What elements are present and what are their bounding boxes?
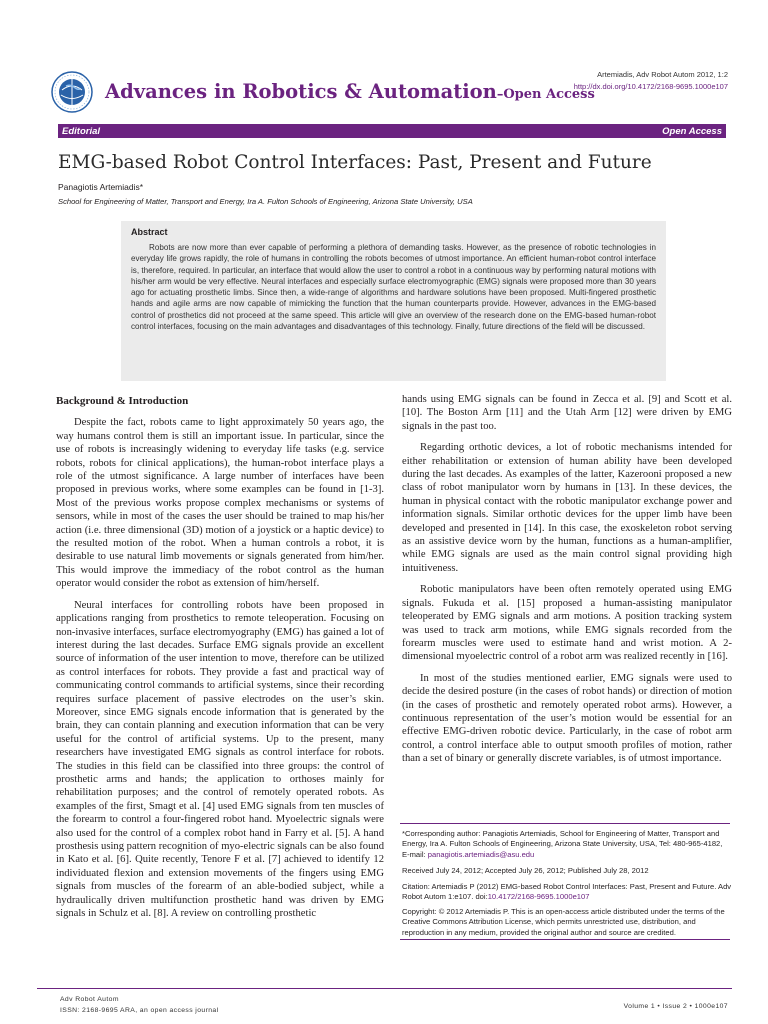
footer-volume: Volume 1 • Issue 2 • 1000e107 (623, 1003, 728, 1010)
citation-doi-link[interactable]: 10.4172/2168-9695.1000e107 (487, 892, 590, 902)
journal-title (105, 80, 595, 103)
corresponding-author-note (402, 829, 732, 860)
open-access-label: Open Access (662, 125, 722, 137)
email-link[interactable]: panagiotis.artemiadis@asu.edu (427, 849, 535, 859)
citation-note (402, 882, 732, 903)
paragraph: Regarding orthotic devices, a lot of robotic mechanisms intended for either rehabilitation or extension of human ability have been developed during the last decades. As examples of the latter, Kazerooni proposed a new class of robot manipulator worn by humans in [13]. In these devices, the human in physical contact with the robotic manipulator exchange power and information signals. Similar orthotic devices for the upper limb have been developed and presented in [14]. In this case, the exoskeleton robot serving as an assistive device worn by the human, functions as a human-amplifier, while EMG signals are used as the main control signal providing high intuitiveness. (402, 442, 732, 574)
footer-divider (37, 988, 732, 989)
journal-logo-icon (50, 70, 94, 114)
header-citation (574, 69, 728, 93)
footer-journal: Adv Robot Autom (60, 996, 119, 1003)
citation-text: Citation: Artemiadis P (2012) EMG-based Robot Control Interfaces: Past, Present and Future. Adv Robot Autom 1:e107. doi: (402, 882, 732, 902)
abstract-heading: Abstract (131, 227, 168, 237)
right-column (402, 393, 732, 774)
citation-short: Artemiadis, Adv Robot Autom 2012, 1:2 (597, 70, 728, 79)
section-bar (58, 124, 726, 138)
footnote-divider (400, 823, 730, 824)
footer-left (60, 994, 219, 1016)
abstract-box (121, 221, 666, 381)
open-access-suffix: –Open Access (496, 87, 595, 102)
paragraph: Neural interfaces for controlling robots have been proposed in applications ranging from prosthetics to remote teleoperation. Focusing on non-invasive interfaces, surface electromyography (EMG) has gained a lot of interest during the last decades. Surface EMG signals provide an excellent source of information of the user intention to move, therefore can be utilized as control interfaces for robots. They provide a fast and practical way of communicating control commands to artificial systems, since their recording requires surface placement of passive electrodes on the user’s skin. Moreover, since EMG signals encode information that is generated by the brain, they can contain planning and execution information that can be very useful for the control of artificial systems. Up to the present, many researchers have investigated EMG signals as control interface for robots. The studies in this field can be classified into three groups: the control of prosthetic arms and hands; the application to orthoses mainly for rehabilitation purposes; and the control of remotely operated robots. As examples of the first, Smagt et al. [4] used EMG signals from ten muscles of the forearm to control a four-fingered robot hand. Myoelectric signals were also used for the control of a complex robot hand in Farry et al. [5]. A hand prosthesis using pattern recognition of myo-electric signals can be also found in Kato et al. [6]. Quite recently, Tenore F et al. [7] achieved to identify 12 individuated flexion and extension movements of the fingers using EMG signals from muscles of the forearm of an able-bodied subject, while a hydraulically driven multifunction prosthetic hand was driven by EMG signals in Schulz et al. [8]. A review on controlling prosthetic (56, 599, 384, 920)
article-type: Editorial (62, 125, 101, 137)
paragraph: In most of the studies mentioned earlier, EMG signals were used to decide the desired posture (in the cases of robot hands) or direction of motion (in the cases of prosthetic and remotely operated robot arms). However, a continuous representation of the user’s motion would be essential for an effective EMG-driven robotic device. Particularly, in the case of robot arm control, a control interface able to output smooth profiles of motion, rather than a set of binary or generally discrete variables, is of utmost importance. (402, 672, 732, 765)
paragraph: Despite the fact, robots came to light approximately 50 years ago, the way humans control them is still an important issue. In particular, since the use of robots is increasingly widening to everyday life tasks (e.g. service robots, robots for clinical applications), the human-robot interface plays a role of the utmost significance. A large number of interfaces have been proposed in previous works, where some examples can be found in [1-3]. Most of the previous works propose complex mechanisms or systems of sensors, while in most of the cases the user should be trained to map his/her action (i.e. three dimensional (3D) motion of a joystick or a haptic device) to the resulted motion of the robot. When a human controls a robot, it is desirable to use natural limb movements or signals generated from him/her. This would improve the immediacy of the robot control as the human operator would consider the robot as extension of him/herself. (56, 417, 384, 590)
author: Panagiotis Artemiadis* (58, 182, 144, 192)
section-heading: Background & Introduction (56, 395, 189, 407)
footer-issn: ISSN: 2168-9695 ARA, an open access journal (60, 1007, 219, 1014)
journal-name: Advances in Robotics & Automation (105, 80, 497, 103)
corresponding-text: *Corresponding author: Panagiotis Artemiadis, School for Engineering of Matter, Transport and Energy, Ira A. Fulton Schools of Engineering, Arizona State University, USA, Tel: 480-965-4182, E-mail: (402, 829, 723, 859)
abstract-text: Robots are now more than ever capable of performing a plethora of demanding tasks. However, as the presence of robotic technologies in everyday life grows rapidly, the role of humans in controlling the robots becomes of utmost importance. An efficient human-robot control interface is, therefore, required. In particular, an interface that would allow the user to control a robot in a continuous way by performing natural motions with his/her arm would be very effective. Neural interfaces and especially surface electromyographic (EMG) signals were proposed more than 30 years ago for actuating prosthetic limbs. Since then, a wide-range of algorithms and hardware solutions have been proposed. Multi-fingered prosthetic hands and agile arms are now capable of mimicking the function that the human counterparts provide. However, advances in the EMG-based control of prosthetics did not proceed at the same speed. This article will give an overview of the research done on the EMG-based human-robot control interfaces, focusing on the main advantages and disadvantages of this technology. Finally, future directions of the field will be discussed. (131, 243, 656, 332)
paragraph: hands using EMG signals can be found in Zecca et al. [9] and Scott et al. [10]. The Boston Arm [11] and the Utah Arm [12] were driven by EMG signals in the past too. (402, 394, 732, 432)
paragraph: Robotic manipulators have been often remotely operated using EMG signals. Fukuda et al. [15] proposed a human-assisting manipulator teleoperated by EMG signals and arm motions. A position tracking system was used to track arm motions, while EMG signals recorded from the forearm muscles were used to estimate hand and wrist motion. A 2-dimensional myoelectric control of a robot arm was realized recently in [16]. (402, 584, 732, 663)
doi-link[interactable]: http://dx.doi.org/10.4172/2168-9695.1000e107 (573, 82, 728, 91)
copyright-note: Copyright: © 2012 Artemiadis P. This is an open-access article distributed under the terms of the Creative Commons Attribution License, which permits unrestricted use, distribution, and reproduction in any medium, provided the original author and source are credited. (402, 907, 725, 937)
affiliation: School for Engineering of Matter, Transport and Energy, Ira A. Fulton Schools of Engineering, Arizona State University, USA (58, 197, 473, 206)
footnote-divider-bottom (400, 939, 730, 940)
left-column (56, 395, 384, 928)
article-dates: Received July 24, 2012; Accepted July 26, 2012; Published July 28, 2012 (402, 866, 649, 875)
article-title: EMG-based Robot Control Interfaces: Past, Present and Future (58, 152, 652, 173)
